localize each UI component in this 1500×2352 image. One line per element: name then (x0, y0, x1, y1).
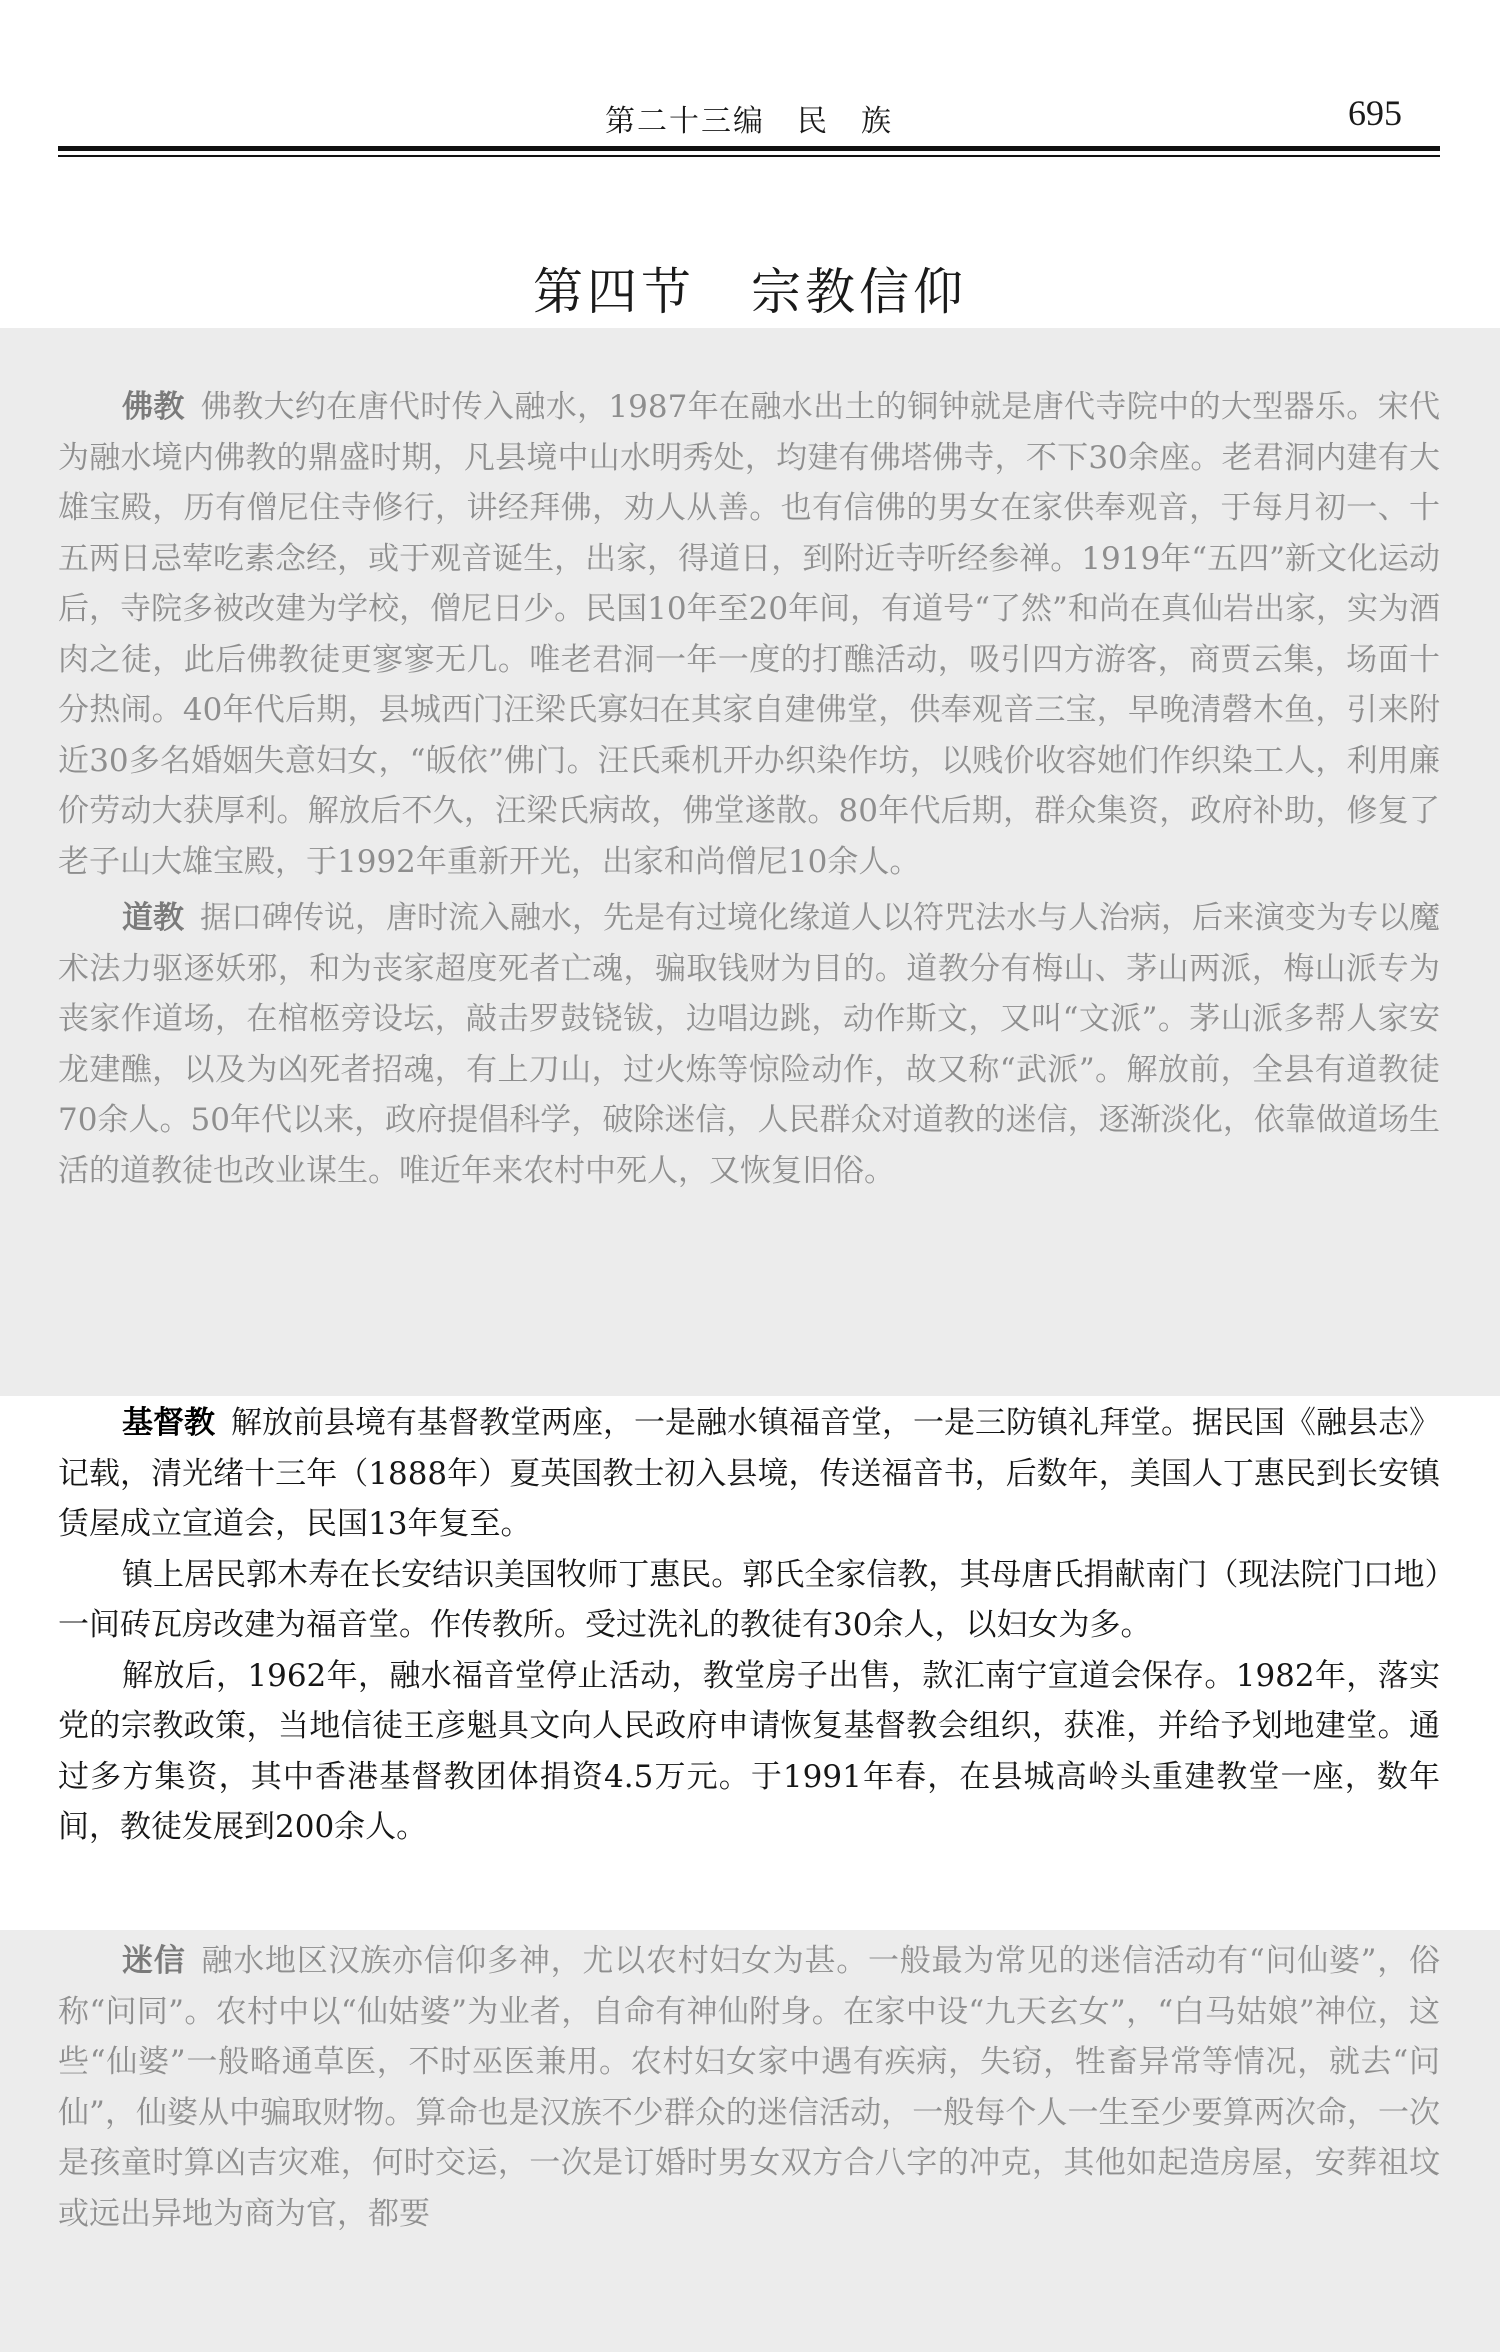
paragraph-christianity (58, 1398, 1440, 1550)
running-header (58, 88, 1440, 144)
term-buddhism: 佛教 (122, 389, 185, 425)
faded-block-bottom (58, 1936, 1440, 2239)
christianity-block (58, 1398, 1440, 1853)
text-christianity: 解放前县境有基督教堂两座，一是融水镇福音堂，一是三防镇礼拜堂。据民国《融县志》记载，清光绪十三年（1888年）夏英国教士初入县境，传送福音书，后数年，美国人丁惠民到长安镇赁屋成立宣道会，民国13年复至。 (58, 1405, 1440, 1542)
header-rule-thick (58, 146, 1440, 151)
text-christianity-2: 镇上居民郭木寿在长安结识美国牧师丁惠民。郭氏全家信教，其母唐氏捐献南门（现法院门口地）一间砖瓦房改建为福音堂。作传教所。受过洗礼的教徒有30余人，以妇女为多。 (58, 1556, 1440, 1643)
paragraph-christianity-3 (58, 1651, 1440, 1853)
header-rule-thin (58, 155, 1440, 157)
term-taoism: 道教 (122, 900, 184, 936)
text-superstition: 融水地区汉族亦信仰多神，尤以农村妇女为甚。一般最为常见的迷信活动有“问仙婆”，俗称“问同”。农村中以“仙姑婆”为业者，自命有神仙附身。在家中设“九天玄女”，“白马姑娘”神位，这些“仙婆”一般略通草医，不时巫医兼用。农村妇女家中遇有疾病，失窃，牲畜异常等情况，就去“问仙”，仙婆从中骗取财物。算命也是汉族不少群众的迷信活动，一般每个人一生至少要算两次命，一次是孩童时算凶吉灾难，何时交运，一次是订婚时男女双方合八字的冲克，其他如起造房屋，安葬祖坟或远出异地为商为官，都要 (58, 1943, 1440, 2232)
faded-block-top (58, 382, 1440, 1196)
section-number: 第四节 (533, 263, 695, 321)
section-title (0, 252, 1500, 324)
paragraph-taoism (58, 893, 1440, 1196)
text-buddhism: 佛教大约在唐代时传入融水，1987年在融水出土的铜钟就是唐代寺院中的大型器乐。宋代为融水境内佛教的鼎盛时期，凡县境中山水明秀处，均建有佛塔佛寺，不下30余座。老君洞内建有大雄宝殿，历有僧尼住寺修行，讲经拜佛，劝人从善。也有信佛的男女在家供奉观音，于每月初一、十五两日忌荤吃素念经，或于观音诞生，出家，得道日，到附近寺听经参禅。1919年“五四”新文化运动后，寺院多被改建为学校，僧尼日少。民国10年至20年间，有道号“了然”和尚在真仙岩出家，实为酒肉之徒，此后佛教徒更寥寥无几。唯老君洞一年一度的打醮活动，吸引四方游客，商贾云集，场面十分热闹。40年代后期，县城西门汪梁氏寡妇在其家自建佛堂，供奉观音三宝，早晚清磬木鱼，引来附近30多名婚姻失意妇女，“皈依”佛门。汪氏乘机开办织染作坊，以贱价收容她们作织染工人，利用廉价劳动大获厚利。解放后不久，汪梁氏病故，佛堂遂散。80年代后期，群众集资，政府补助，修复了老子山大雄宝殿，于1992年重新开光，出家和尚僧尼10余人。 (58, 389, 1441, 880)
paragraph-buddhism (58, 382, 1440, 887)
term-superstition: 迷信 (122, 1943, 186, 1979)
paragraph-superstition (58, 1936, 1440, 2239)
header-title: 第二十三编 民 族 (605, 104, 893, 139)
paragraph-christianity-2 (58, 1550, 1440, 1651)
term-christianity: 基督教 (122, 1405, 215, 1441)
section-heading: 宗教信仰 (751, 263, 967, 321)
text-christianity-3: 解放后，1962年，融水福音堂停止活动，教堂房子出售，款汇南宁宣道会保存。1982年，落实党的宗教政策，当地信徒王彦魁具文向人民政府申请恢复基督教会组织，获准，并给予划地建堂。通过多方集资，其中香港基督教团体捐资4.5万元。于1991年春，在县城高岭头重建教堂一座，数年间，教徒发展到200余人。 (58, 1657, 1440, 1845)
page-number: 695 (1348, 93, 1402, 133)
text-taoism: 据口碑传说，唐时流入融水，先是有过境化缘道人以符咒法水与人治病，后来演变为专以魔术法力驱逐妖邪，和为丧家超度死者亡魂，骗取钱财为目的。道教分有梅山、茅山两派，梅山派专为丧家作道场，在棺柩旁设坛，敲击罗鼓铙钹，边唱边跳，动作斯文，又叫“文派”。茅山派多帮人家安龙建醮，以及为凶死者招魂，有上刀山，过火炼等惊险动作，故又称“武派”。解放前，全县有道教徒70余人。50年代以来，政府提倡科学，破除迷信，人民群众对道教的迷信，逐渐淡化，依靠做道场生活的道教徒也改业谋生。唯近年来农村中死人，又恢复旧俗。 (58, 900, 1440, 1189)
